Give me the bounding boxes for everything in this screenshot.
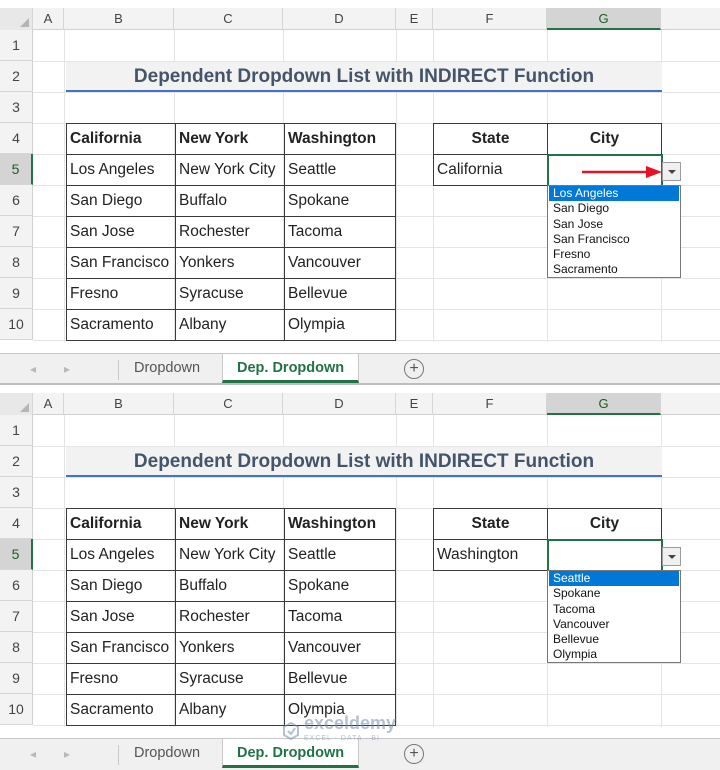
table-cell[interactable]: Vancouver <box>285 248 396 279</box>
next-sheet-icon[interactable]: ▸ <box>64 747 71 761</box>
watermark-tagline: EXCEL · DATA · BI <box>304 735 380 742</box>
next-sheet-icon[interactable]: ▸ <box>64 362 71 376</box>
tab-dropdown[interactable]: Dropdown <box>134 745 201 761</box>
table-header-row <box>67 509 396 540</box>
table-cell[interactable]: San Diego <box>67 186 176 217</box>
gridline <box>64 30 65 342</box>
table-cell[interactable]: Seattle <box>285 540 396 571</box>
table-cell[interactable]: Tacoma <box>285 602 396 633</box>
column-header-b[interactable]: B <box>64 393 174 415</box>
table-row <box>67 279 396 310</box>
table-cell[interactable]: San Diego <box>67 571 176 602</box>
table-cell[interactable]: San Jose <box>67 602 176 633</box>
table-cell[interactable]: Rochester <box>176 602 285 633</box>
row-header-6[interactable]: 6 <box>0 185 33 216</box>
table-header-row <box>434 509 662 540</box>
row-header-3[interactable]: 3 <box>0 477 33 508</box>
table-cell[interactable]: Spokane <box>285 571 396 602</box>
table-cell[interactable]: New York City <box>176 155 285 186</box>
row-header-3[interactable]: 3 <box>0 92 33 123</box>
dropdown-option[interactable]: Olympia <box>553 647 598 662</box>
tab-dep-dropdown[interactable]: Dep. Dropdown <box>222 354 359 383</box>
cities-table <box>66 508 396 726</box>
row-header-4[interactable]: 4 <box>0 123 33 154</box>
row-header-6[interactable]: 6 <box>0 570 33 601</box>
gridline <box>33 477 720 478</box>
dropdown-button[interactable] <box>662 162 681 181</box>
prev-sheet-icon[interactable]: ◂ <box>30 747 37 761</box>
column-header-d[interactable]: D <box>283 8 396 30</box>
column-header-f[interactable]: F <box>433 8 547 30</box>
table-cell[interactable]: Seattle <box>285 155 396 186</box>
table-cell[interactable]: Syracuse <box>176 279 285 310</box>
table-row <box>67 633 396 664</box>
table-cell[interactable]: Albany <box>176 695 285 726</box>
dropdown-option[interactable]: Fresno <box>553 247 591 262</box>
dropdown-option[interactable]: Spokane <box>553 586 601 601</box>
row-header-9[interactable]: 9 <box>0 663 33 694</box>
tab-dropdown[interactable]: Dropdown <box>134 360 201 376</box>
table-cell[interactable]: Olympia <box>285 310 396 341</box>
table-header-row <box>67 124 396 155</box>
table-header-cell[interactable]: California <box>67 509 176 540</box>
table-cell[interactable]: Syracuse <box>176 664 285 695</box>
gridline <box>64 415 65 727</box>
table-row <box>67 217 396 248</box>
table-row <box>67 602 396 633</box>
prev-sheet-icon[interactable]: ◂ <box>30 362 37 376</box>
dropdown-option[interactable]: San Diego <box>553 201 610 216</box>
sheet-title: Dependent Dropdown List with INDIRECT Function <box>66 62 662 92</box>
table-row <box>67 186 396 217</box>
city-cell[interactable] <box>548 540 662 571</box>
state-cell[interactable]: California <box>434 155 548 186</box>
table-header-cell[interactable]: California <box>67 124 176 155</box>
red-arrow-icon <box>582 166 662 178</box>
add-sheet-button[interactable]: + <box>404 359 424 379</box>
column-header-bar <box>0 8 720 30</box>
table-cell[interactable]: San Francisco <box>67 633 176 664</box>
add-sheet-button[interactable]: + <box>404 744 424 764</box>
sheet-tab-bar <box>0 353 720 385</box>
row-header-9[interactable]: 9 <box>0 278 33 309</box>
row-header-2[interactable]: 2 <box>0 61 33 92</box>
city-header[interactable]: City <box>548 509 662 540</box>
column-header-f[interactable]: F <box>433 393 547 415</box>
dropdown-button[interactable] <box>662 547 681 566</box>
dropdown-option[interactable]: Vancouver <box>553 616 610 631</box>
table-row <box>67 310 396 341</box>
column-header-e[interactable]: E <box>396 393 433 415</box>
table-cell[interactable]: Los Angeles <box>67 155 176 186</box>
row-header-1[interactable]: 1 <box>0 30 33 61</box>
row-header-7[interactable]: 7 <box>0 216 33 247</box>
table-cell[interactable]: Tacoma <box>285 217 396 248</box>
dropdown-list <box>547 185 681 278</box>
dropdown-option[interactable]: Seattle <box>549 571 679 586</box>
table-cell[interactable]: Bellevue <box>285 664 396 695</box>
table-row <box>67 664 396 695</box>
column-header-a[interactable]: A <box>33 393 64 415</box>
row-header-5[interactable]: 5 <box>0 539 33 570</box>
watermark-name-text: exceldemy <box>304 713 397 733</box>
dropdown-option[interactable]: San Francisco <box>553 231 630 246</box>
dropdown-option[interactable]: San Jose <box>553 216 604 231</box>
table-header-row <box>434 124 662 155</box>
table-cell[interactable]: New York City <box>176 540 285 571</box>
table-cell[interactable]: Fresno <box>67 664 176 695</box>
table-cell[interactable]: Albany <box>176 310 285 341</box>
tab-separator <box>118 745 119 765</box>
table-row <box>67 155 396 186</box>
table-cell[interactable]: San Jose <box>67 217 176 248</box>
table-cell[interactable]: Sacramento <box>67 310 176 341</box>
column-header-bar <box>0 393 720 415</box>
column-header-g[interactable]: G <box>547 393 661 415</box>
table-cell[interactable]: Yonkers <box>176 248 285 279</box>
dropdown-option[interactable]: Bellevue <box>553 632 600 647</box>
table-header-cell[interactable]: Washington <box>285 509 396 540</box>
row-header-2[interactable]: 2 <box>0 446 33 477</box>
column-header-g[interactable]: G <box>547 8 661 30</box>
row-header-7[interactable]: 7 <box>0 601 33 632</box>
row-header-4[interactable]: 4 <box>0 508 33 539</box>
table-cell[interactable]: Yonkers <box>176 633 285 664</box>
row-header-10[interactable]: 10 <box>0 694 33 725</box>
table-cell[interactable]: Buffalo <box>176 186 285 217</box>
table-cell[interactable]: Spokane <box>285 186 396 217</box>
row-header-10[interactable]: 10 <box>0 309 33 340</box>
row-header-8[interactable]: 8 <box>0 247 33 278</box>
table-cell[interactable]: Bellevue <box>285 279 396 310</box>
state-city-table <box>433 508 663 572</box>
table-cell[interactable]: Los Angeles <box>67 540 176 571</box>
row-header-5[interactable]: 5 <box>0 154 33 185</box>
table-header-cell[interactable]: Washington <box>285 124 396 155</box>
table-cell[interactable]: Fresno <box>67 279 176 310</box>
exceldemy-watermark <box>282 713 397 745</box>
state-header[interactable]: State <box>434 124 548 155</box>
table-cell[interactable]: Rochester <box>176 217 285 248</box>
state-header[interactable]: State <box>434 509 548 540</box>
dropdown-option[interactable]: Sacramento <box>553 262 618 277</box>
column-header-d[interactable]: D <box>283 393 396 415</box>
column-header-a[interactable]: A <box>33 8 64 30</box>
watermark-name <box>304 715 396 747</box>
column-header-e[interactable]: E <box>396 8 433 30</box>
table-row <box>434 540 662 571</box>
dropdown-option[interactable]: Los Angeles <box>549 186 679 201</box>
select-all-corner[interactable] <box>0 8 33 30</box>
table-cell[interactable]: Sacramento <box>67 695 176 726</box>
table-header-cell[interactable]: New York <box>176 509 285 540</box>
table-row <box>67 248 396 279</box>
table-header-cell[interactable]: New York <box>176 124 285 155</box>
column-header-c[interactable]: C <box>174 393 283 415</box>
table-cell[interactable]: Buffalo <box>176 571 285 602</box>
column-header-b[interactable]: B <box>64 8 174 30</box>
city-header[interactable]: City <box>548 124 662 155</box>
state-cell[interactable]: Washington <box>434 540 548 571</box>
gridline <box>33 92 720 93</box>
select-all-corner[interactable] <box>0 393 33 415</box>
tab-dep-dropdown[interactable]: Dep. Dropdown <box>222 739 359 768</box>
sheet-title: Dependent Dropdown List with INDIRECT Function <box>66 447 662 477</box>
tab-separator <box>118 360 119 380</box>
cities-table <box>66 123 396 341</box>
table-cell[interactable]: Olympia <box>285 695 396 726</box>
table-row <box>67 571 396 602</box>
column-header-c[interactable]: C <box>174 8 283 30</box>
row-header-1[interactable]: 1 <box>0 415 33 446</box>
dropdown-option[interactable]: Tacoma <box>553 601 596 616</box>
table-cell[interactable]: Vancouver <box>285 633 396 664</box>
table-row <box>67 540 396 571</box>
dropdown-list <box>547 570 681 663</box>
row-header-8[interactable]: 8 <box>0 632 33 663</box>
table-cell[interactable]: San Francisco <box>67 248 176 279</box>
exceldemy-logo-icon <box>282 722 300 740</box>
